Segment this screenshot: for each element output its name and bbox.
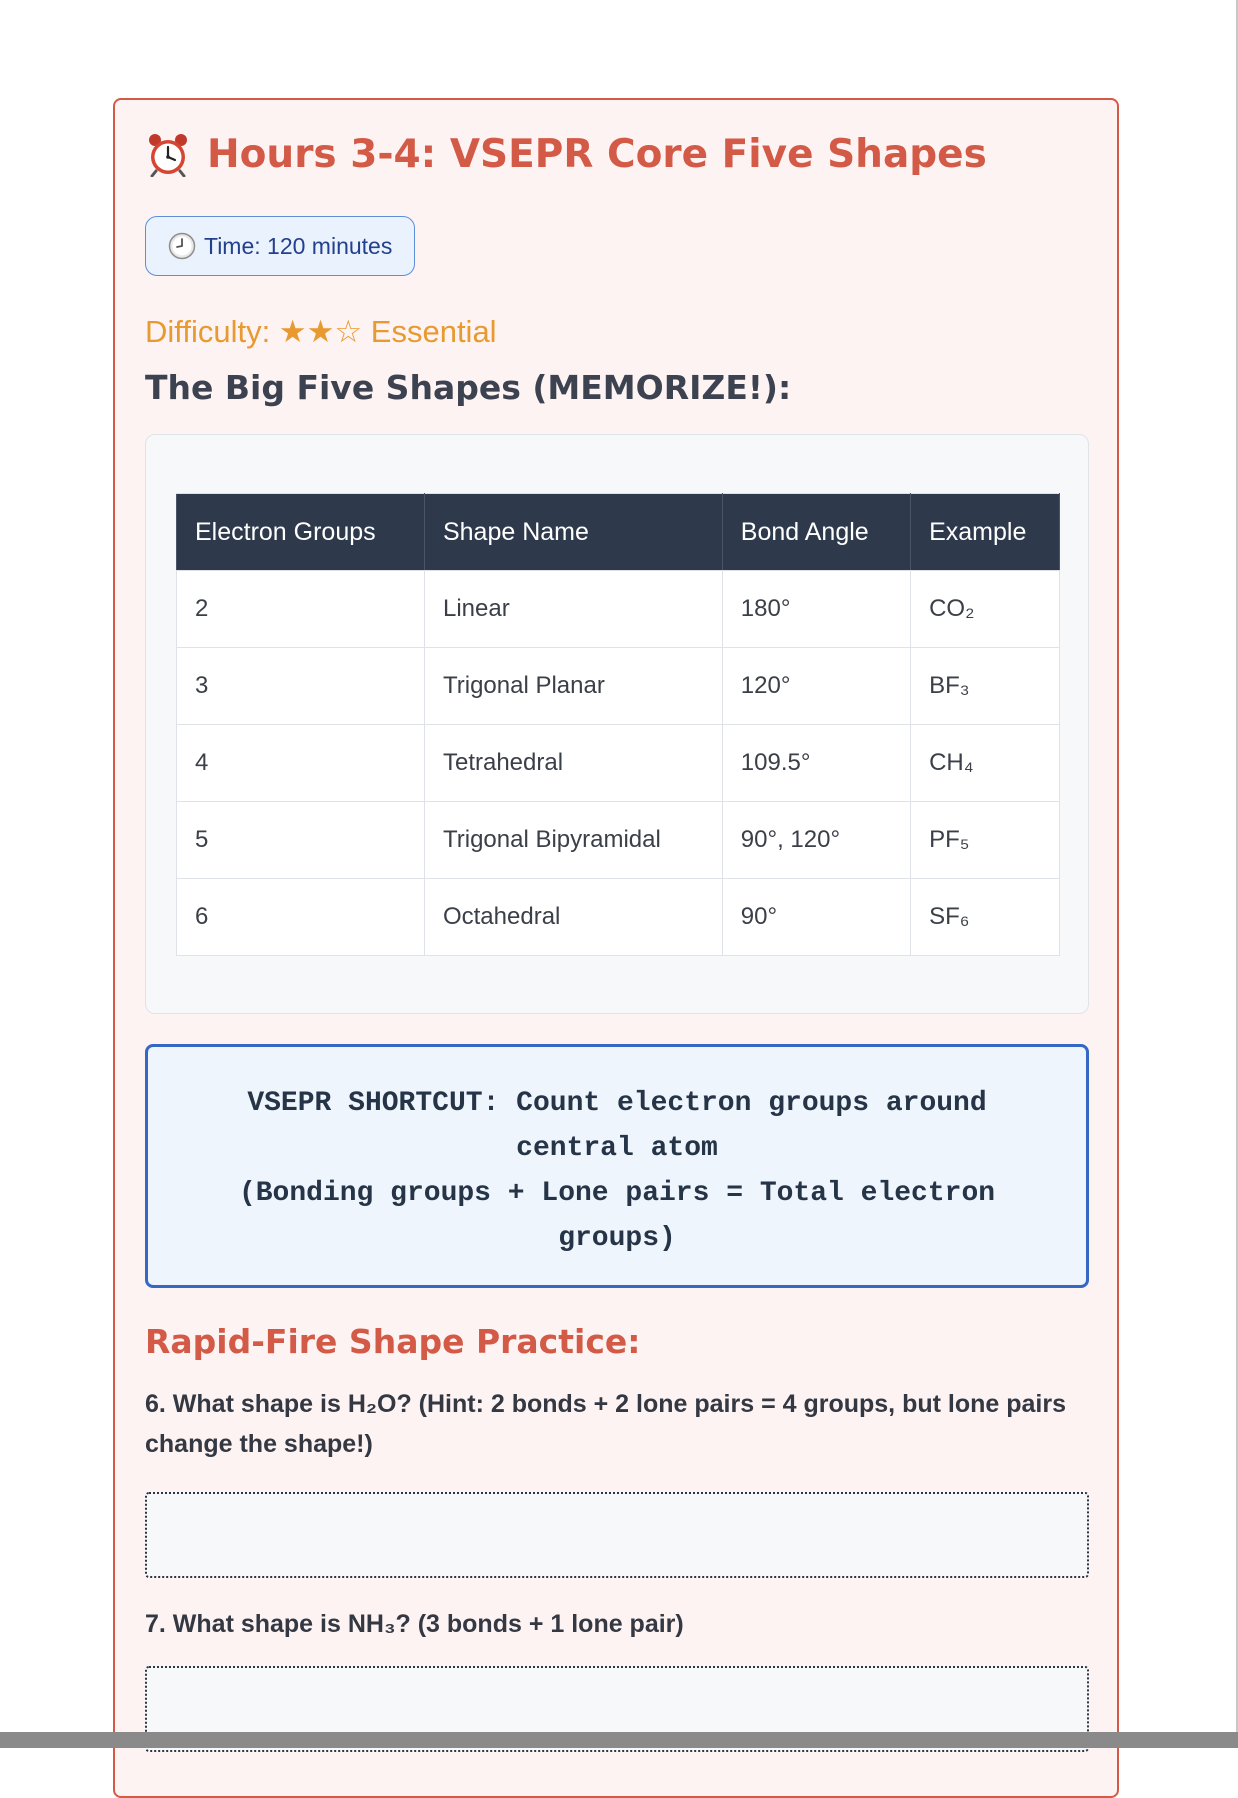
answer-field-6[interactable]: [145, 1492, 1089, 1578]
shapes-table-container: [145, 434, 1089, 1014]
cell-example: BF₃: [911, 648, 1060, 725]
cell-bond-angle: 109.5°: [722, 725, 910, 802]
vsepr-shortcut-box: [145, 1044, 1089, 1288]
table-header-row: [177, 494, 1060, 571]
lesson-card: [113, 98, 1119, 1798]
question-6: 6. What shape is H₂O? (Hint: 2 bonds + 2 lone pairs = 4 groups, but lone pairs change the shape!): [145, 1390, 1066, 1458]
cell-bond-angle: 180°: [722, 571, 910, 648]
header-bond-angle: Bond Angle: [722, 494, 910, 571]
cell-shape-name: Octahedral: [424, 879, 722, 956]
table-row: [177, 648, 1060, 725]
title-row: [145, 126, 1087, 182]
table-row: [177, 879, 1060, 956]
horizontal-scrollbar[interactable]: [0, 1732, 1238, 1748]
table-row: [177, 571, 1060, 648]
cell-electron-groups: 2: [177, 571, 425, 648]
cell-bond-angle: 90°, 120°: [722, 802, 910, 879]
cell-example: PF₅: [911, 802, 1060, 879]
table-row: [177, 802, 1060, 879]
cell-shape-name: Trigonal Planar: [424, 648, 722, 725]
cell-bond-angle: 90°: [722, 879, 910, 956]
cell-example: SF₆: [911, 879, 1060, 956]
practice-title: Rapid-Fire Shape Practice:: [145, 1322, 641, 1361]
time-badge: [145, 216, 415, 276]
table-row: [177, 725, 1060, 802]
vsepr-shapes-table: [176, 493, 1060, 956]
header-shape-name: Shape Name: [424, 494, 722, 571]
cell-bond-angle: 120°: [722, 648, 910, 725]
cell-example: CH₄: [911, 725, 1060, 802]
header-example: Example: [911, 494, 1060, 571]
cell-example: CO₂: [911, 571, 1060, 648]
cell-electron-groups: 4: [177, 725, 425, 802]
shortcut-line-2: (Bonding groups + Lone pairs = Total electron groups): [238, 1178, 996, 1254]
cell-shape-name: Linear: [424, 571, 722, 648]
cell-shape-name: Tetrahedral: [424, 725, 722, 802]
cell-electron-groups: 3: [177, 648, 425, 725]
header-electron-groups: Electron Groups: [177, 494, 425, 571]
time-label: Time: 120 minutes: [204, 232, 393, 259]
cell-electron-groups: 6: [177, 879, 425, 956]
shortcut-line-1: VSEPR SHORTCUT: Count electron groups around central atom: [247, 1088, 987, 1164]
stopwatch-icon: [168, 232, 196, 260]
alarm-clock-icon: [145, 131, 191, 177]
page-title: Hours 3-4: VSEPR Core Five Shapes: [207, 131, 987, 177]
cell-electron-groups: 5: [177, 802, 425, 879]
question-7: 7. What shape is NH₃? (3 bonds + 1 lone pair): [145, 1610, 684, 1638]
difficulty-rating: Difficulty: ★★☆ Essential: [145, 314, 497, 349]
section-title: The Big Five Shapes (MEMORIZE!):: [145, 368, 792, 407]
cell-shape-name: Trigonal Bipyramidal: [424, 802, 722, 879]
